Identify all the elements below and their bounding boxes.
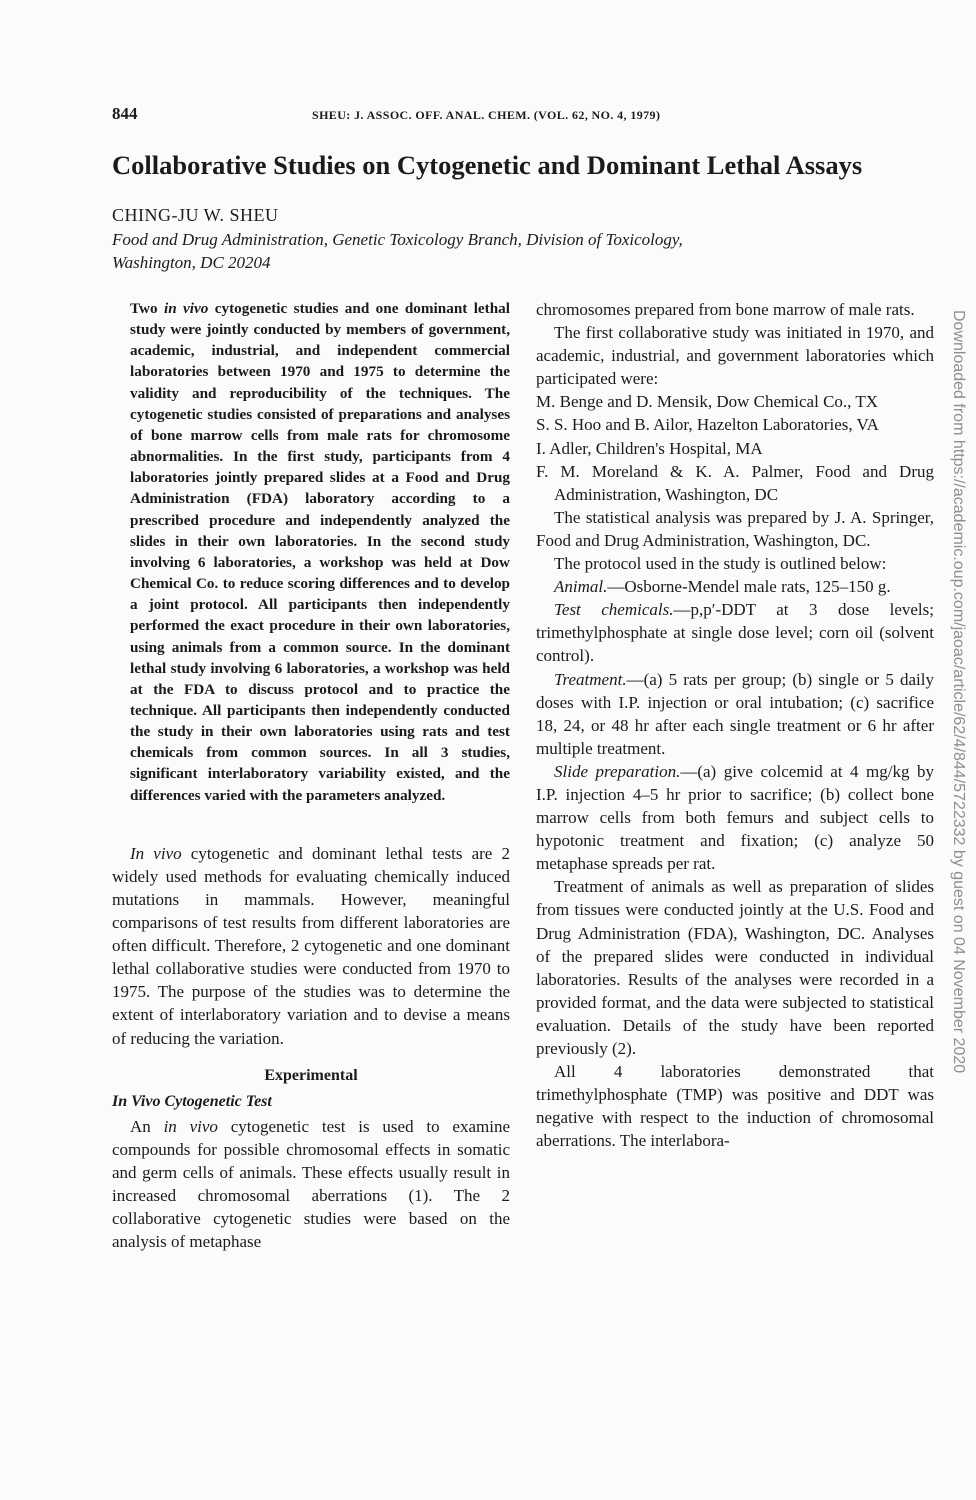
animal-text: —Osborne-Mendel male rats, 125–150 g. (607, 577, 891, 597)
article-title: Collaborative Studies on Cytogenetic and Dominant Lethal Assays (112, 150, 863, 180)
right-column (536, 298, 934, 1152)
continued-paragraph: chromosomes prepared from bone marrow of male rats. (536, 300, 915, 319)
running-head: SHEU: J. ASSOC. OFF. ANAL. CHEM. (VOL. 62, NO. 4, 1979) (312, 108, 661, 122)
animal-label: Animal. (554, 577, 608, 597)
chem-label: Test chemicals. (554, 600, 674, 620)
protocol-animal (536, 575, 934, 598)
affiliation-line-1: Food and Drug Administration, Genetic Toxicology Branch, Division of Toxicology, (112, 230, 683, 249)
affiliation-line-2: Washington, DC 20204 (112, 253, 271, 272)
slide-label: Slide preparation. (554, 761, 681, 781)
exp-text-start: An (130, 1116, 164, 1136)
intro-in-vivo: In vivo (130, 843, 182, 863)
exp-text: cytogenetic test is used to examine compounds for possible chromosomal effects in somatic and germ cells of animals. These effects usually result in increased chromosomal aberrations (1). The 2 collaborative cytogenetic studies were based on the analysis of metaphase (112, 1116, 510, 1252)
protocol-paragraph: The protocol used in the study is outlined below: (554, 554, 887, 574)
intro-paragraph (112, 842, 510, 1050)
participant-item: F. M. Moreland & K. A. Palmer, Food and Drug Administration, Washington, DC (536, 461, 934, 504)
treatment-text: —(a) 5 rats per group; (b) single or 5 daily doses with I.P. injection or oral intubation; (c) sacrifice 18, 24, or 48 hr after each single treatment or 6 hr after multiple treatment. (536, 669, 934, 758)
affiliation (112, 228, 872, 274)
participant-item: M. Benge and D. Mensik, Dow Chemical Co., TX (536, 392, 879, 412)
section-heading-experimental: Experimental (264, 1066, 358, 1084)
page-number: 844 (112, 104, 138, 123)
subsection-heading-cytogenetic: In Vivo Cytogenetic Test (112, 1092, 272, 1110)
treatment-label: Treatment. (554, 669, 627, 689)
exp-in-vivo: in vivo (163, 1116, 218, 1136)
intro-text: cytogenetic and dominant lethal tests are 2 widely used methods for evaluating chemically induced mutations in mammals. However, meaningful comparisons of test results from different laboratories are often difficult. Therefore, 2 cytogenetic and one dominant lethal collaborative studies were conducted from 1970 to 1975. The purpose of the studies was to determine the extent of interlaboratory variation and to devise a means of reducing the variation. (112, 843, 510, 1048)
download-watermark: Downloaded from https://academic.oup.com/jaoac/article/62/4/844/5722332 by guest on 04 November 2020 (950, 310, 967, 1074)
left-column (112, 298, 510, 1253)
protocol-treatment (536, 668, 934, 760)
page-header (112, 104, 934, 126)
first-study-paragraph: The first collaborative study was initiated in 1970, and academic, industrial, and government laboratories which participated were: (536, 323, 934, 389)
slide-text: —(a) give colcemid at 4 mg/kg by I.P. injection 4–5 hr prior to sacrifice; (b) collect bone marrow cells from both femurs and subject cells to hypotonic treatment and fixation; (c) analyze 50 metaphase spreads per rat. (536, 761, 934, 874)
results-paragraph: All 4 laboratories demonstrated that trimethylphosphate (TMP) was positive and DDT was negative with respect to the induction of chromosomal aberrations. The interlabora- (536, 1062, 934, 1151)
abstract-text: cytogenetic studies and one dominant lethal study were jointly conducted by members of government, academic, industrial, and independent commercial laboratories between 1970 and 1975 to determine the validity and reproducibility of the techniques. The cytogenetic studies consisted of preparations and analyses of bone marrow cells from male rats for chromosome abnormalities. In the first study, participants from 4 laboratories jointly prepared slides at a Food and Drug Administration (FDA) laboratory according to a prescribed procedure and independently analyzed the slides in their own laboratories. In the second study involving 6 laboratories, a workshop was held at Dow Chemical Co. to reduce scoring differences and to develop a joint protocol. All participants then independently performed the exact procedure in their own laboratories, using animals from a common source. In the dominant lethal study involving 6 laboratories, a workshop was held at the FDA to discuss protocol and to practice the technique. All participants then independently conducted the study in their own laboratories using rats and test chemicals from common sources. In all 3 studies, significant interlaboratory variability existed, and the differences varied with the parameters analyzed. (130, 300, 510, 804)
participant-item: S. S. Hoo and B. Ailor, Hazelton Laboratories, VA (536, 415, 879, 435)
abstract-text-start: Two (130, 300, 164, 317)
abstract-in-vivo: in vivo (163, 300, 209, 317)
participant-item: I. Adler, Children's Hospital, MA (536, 438, 763, 458)
experimental-paragraph (112, 1115, 510, 1254)
abstract (130, 298, 510, 806)
treatment-paragraph: Treatment of animals as well as preparation of slides from tissues were conducted jointly at the U.S. Food and Drug Administration (FDA), Washington, DC. Analyses of the prepared slides were conducted in individual laboratories. Results of the analyses were recorded in a provided format, and the data were subjected to statistical evaluation. Details of the study have been reported previously (2). (536, 877, 934, 1058)
protocol-test-chemicals (536, 598, 934, 667)
protocol-slide-preparation (536, 760, 934, 875)
statistical-paragraph: The statistical analysis was prepared by J. A. Springer, Food and Drug Administration, Washington, DC. (536, 507, 934, 550)
author-name: CHING-JU W. SHEU (112, 205, 279, 225)
chem-text: —p,p′-DDT at 3 dose levels; trimethylphosphate at single dose level; corn oil (solvent control). (536, 600, 934, 666)
